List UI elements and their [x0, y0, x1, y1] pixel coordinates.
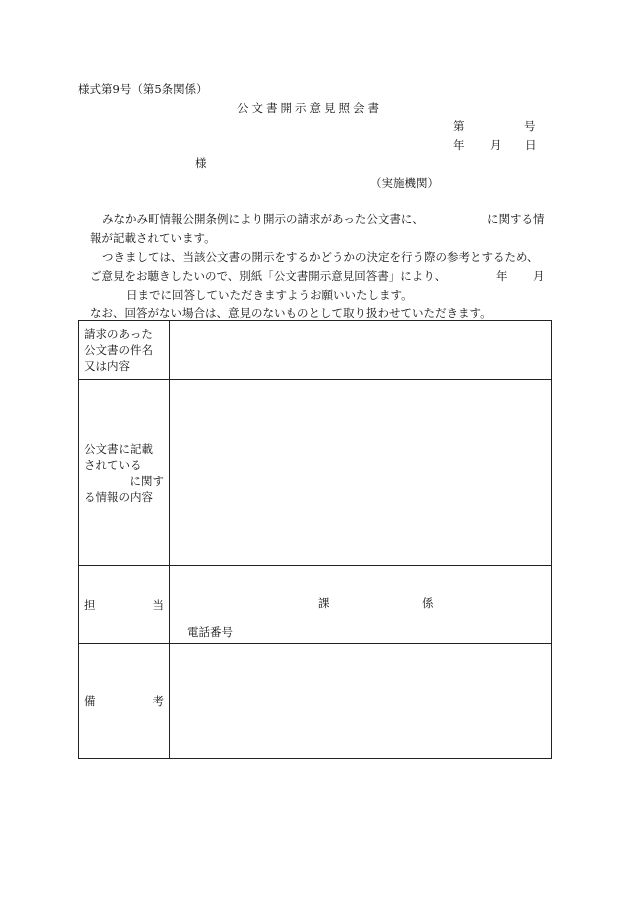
- row-label-person-in-charge: [79, 566, 170, 644]
- row-label-subject: [79, 321, 170, 380]
- label-char: 担: [84, 597, 96, 612]
- paragraph-request: [78, 210, 552, 248]
- document-title: 公文書開示意見照会書: [237, 101, 382, 115]
- paragraph-text: 日までに回答していただきますようお願いいたします。: [126, 288, 413, 302]
- paragraph-opinion-request: [78, 248, 552, 305]
- deadline-year: 年: [496, 269, 508, 283]
- label-line: されている: [84, 457, 142, 472]
- subsection-label: 係: [422, 596, 434, 610]
- row-label-info-content: [79, 380, 170, 566]
- paragraph-line: [78, 248, 552, 267]
- label-line: 又は内容: [84, 359, 130, 373]
- remarks-field[interactable]: [170, 644, 552, 759]
- label-line: 公文書に記載: [84, 441, 153, 456]
- paragraph-line: [78, 210, 552, 229]
- paragraph-line: [78, 229, 552, 248]
- label-line: 公文書の件名: [84, 343, 153, 357]
- label-line: [84, 597, 164, 613]
- person-in-charge-content: [170, 566, 551, 643]
- label-line: に関す: [129, 473, 164, 488]
- addressee-honorific: 様: [195, 156, 207, 170]
- label-char: 備: [84, 694, 96, 708]
- section-label: 課: [318, 596, 330, 610]
- table-row: [79, 566, 552, 644]
- paragraph-text: なお、回答がない場合は、意見のないものとして取り扱わせていただきます。: [90, 306, 492, 320]
- date-year: 年: [453, 138, 465, 152]
- paragraph-text: 報が記載されています。: [90, 231, 216, 245]
- date-day: 日: [525, 138, 537, 152]
- subject-field[interactable]: [170, 321, 552, 380]
- paragraph-text: に関する情: [487, 212, 545, 226]
- paragraph-line: [78, 286, 552, 305]
- label-line: 請求のあった: [84, 327, 153, 341]
- document-number-prefix: 第: [453, 119, 465, 133]
- paragraph-text: ご意見をお聴きしたいので、別紙「公文書開示意見回答書」により、: [90, 269, 447, 283]
- sender-agency: （実施機関）: [370, 176, 439, 190]
- table-row: [79, 321, 552, 380]
- row-label-remarks: [79, 644, 170, 759]
- table-row: [79, 644, 552, 759]
- label-line: る情報の内容: [84, 489, 153, 504]
- phone-label: 電話番号: [187, 625, 233, 639]
- info-content-field[interactable]: [170, 380, 552, 566]
- paragraph-text: つきましては、当該公文書の開示をするかどうかの決定を行う際の参考とするため、: [102, 250, 539, 264]
- label-line: [84, 693, 164, 709]
- paragraph-line: [78, 267, 552, 286]
- person-in-charge-field[interactable]: [170, 566, 552, 644]
- date-month: 月: [490, 138, 502, 152]
- form-number: 様式第9号（第5条関係）: [78, 82, 208, 96]
- document-number-suffix: 号: [524, 119, 536, 133]
- table-row: [79, 380, 552, 566]
- label-char: 当: [152, 597, 164, 612]
- paragraph-text: みなかみ町情報公開条例により開示の請求があった公文書に、: [102, 212, 424, 226]
- deadline-month: 月: [533, 269, 545, 283]
- opinion-form-table: [78, 320, 552, 759]
- label-char: 考: [152, 694, 164, 708]
